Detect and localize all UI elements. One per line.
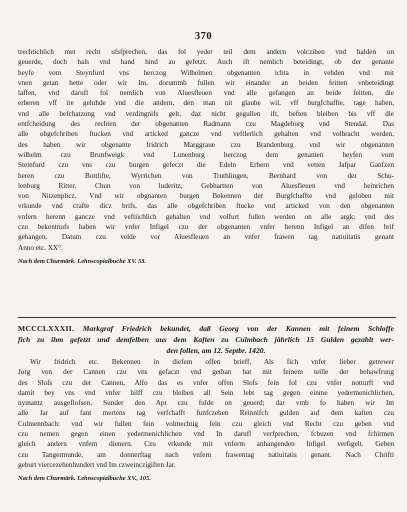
section-divider (18, 317, 396, 318)
text-line: czu nemen gegen einen yedermenichlichen vnd In darufl verfprechen, fcbuzen vnd fchirmen (18, 430, 394, 439)
text-line: nymantz ausgeflofsen, Sunder den Apt czu fulde on geuerd; dar vmb fo haben wir Im (18, 399, 394, 408)
heading-text: Markgraf Friedrich bekundet, daß Georg von der Kannen mit feinem Schloffe (82, 324, 394, 333)
text-line: erberen vff ire geluhde vnd die andern, den man nit glaube wil, vff burgfchaffte, tage haben, (18, 99, 394, 108)
heading-line: fich zu ihm gefetzt und demfelben aus dem Kaften zu Culmbach jährlich 15 Gulden gezahlt wer- (18, 335, 394, 344)
text-line: heyfe vom Steynfurd vns herczog Wilhelmen obgenanten ichta in vehden vnd mit (18, 68, 394, 77)
text-line: geburt viercezehenhundert vnd Im czweinczigiften Jar. (18, 460, 176, 469)
text-line: geuerde, doch hals vnd hand hind au gefetzt. Auch ift nemlich beteidingt, ob der genante (18, 58, 394, 67)
text-line: vnen getan hette oder wir Im, dorummb fullen wir einander an beiden feitten vnbeteidingt (18, 78, 394, 87)
text-line: entfcheidung des rechten der obgenanten Radmann czu Magdeburg vnd Stendal. Das (18, 120, 394, 129)
text-line: laffen, vnd darufl fol nemlich von Aluesfleuen vnd alle gefangen an beide feitten, die (18, 89, 394, 98)
text-line: Wir fridrich etc. Bekennen in diefem offen brieff, Als fich vnfer lieber getrewer (30, 358, 394, 366)
text-line: lenburg Ritter, Chun von luderitz, Gebhartten von Aluesfleuen vnd heinrichen (18, 181, 394, 190)
document-1-body (18, 47, 394, 266)
text-line: vrkunde vnd crafte dicz brifs, das alle obgefchriben ftucke vnd articked von den obgenanten (18, 202, 394, 211)
text-line: alle obgefchriben ftucken vnd articked gancze vnd veftlerlich gehalten vnd volbracht werden, (18, 130, 394, 139)
document-number: MCCCLXXXII. (18, 324, 75, 333)
text-line: damit bey vns vnd vnfer hilff czu bleiben all Sein lebt tag gegen einme yedermenichlichen, (18, 388, 394, 397)
source-citation: Nach dem Churmärk. Lehnscopialbuche XV. 53. (18, 257, 147, 265)
text-line: des Slofs czu der Cannen, Alfo das es vnfer offen Slofs fein fol czu vnfer notturft vnd (18, 378, 394, 387)
text-line: Jorg von der Cannen czu vns gefaczt vnd gethan hat mit feinem teille der behawfrung (18, 368, 394, 377)
source-citation: Nach dem Churmärk. Lehnscopialbuche XV., 105. (18, 475, 151, 483)
text-line: Anno etc. XX°. (18, 243, 63, 252)
document-2-heading (18, 323, 394, 356)
heading-line: den follen, am 12. Septbr. 1420. (166, 346, 266, 355)
text-line: gleich andern vnfern dienern. Czu vrkunde mit vnferm anhangenden Infigel verfigelt. Geben (18, 440, 394, 449)
text-line: trechtichlich met recht ufsfprechen, das fol yeder teil dem andern volczihen vnd halden on (18, 48, 394, 56)
text-line: vnd alle befchatzung vnd verdingnifs gelt, daz nicht gegullen ift, beften bleiben bis vff die (18, 109, 394, 118)
text-line: alle Jar auf fant mertens tag verfchafft funfczehen Reinnifch gulden auf dem kaften czu (18, 409, 394, 418)
text-line: Steinfurd czu vns czu burgen gefeczt die Edeln Erbern vnd vetten Jafpar Ganfzen (18, 161, 394, 170)
heading-line (18, 323, 394, 334)
text-line: wilhelm czu Brunfweigk vnd Lunenburg herczog dem genanten heyfen vom (18, 150, 394, 159)
text-line: gehangen. Datum czu velde vor Aluesfleuen an vnfer frawen tag natiuitatis genant (18, 233, 394, 242)
document-2-body (18, 357, 394, 483)
text-line: czu Tangermunde, am donnerftag nach vnfern frawentag natiuitatis genant. Nach Chrifti (18, 450, 394, 459)
text-line: czu bekentnufs haben wir vnfer Infigel czu der obgenanten vnfer herenn Infigel an difen brif (18, 223, 394, 232)
text-line: Culmennbach: vnd wir fullen fein volmechtig fein czu gleich vnd Recht czu geben vnd (18, 419, 394, 428)
page-number: 370 (194, 31, 213, 42)
text-line: heren czu Bottlifte, Wyrrichen von Truthlingen, Bernhard von der Schu- (18, 171, 394, 180)
text-line: des haben wir obgenante fridrich Marggraue czu Brandenburg vnd wir obgenanten (18, 140, 394, 149)
text-line: von Nitzenplicz. Vnd wir obgnanten burgen Bekennen der Burgfchaffte vnd geloben mit (18, 192, 394, 201)
text-line: vnfern herenn gancze vnd veftiichlich gehalten vnd volfurt fullen werden on alle argk: vnd des (18, 212, 394, 221)
